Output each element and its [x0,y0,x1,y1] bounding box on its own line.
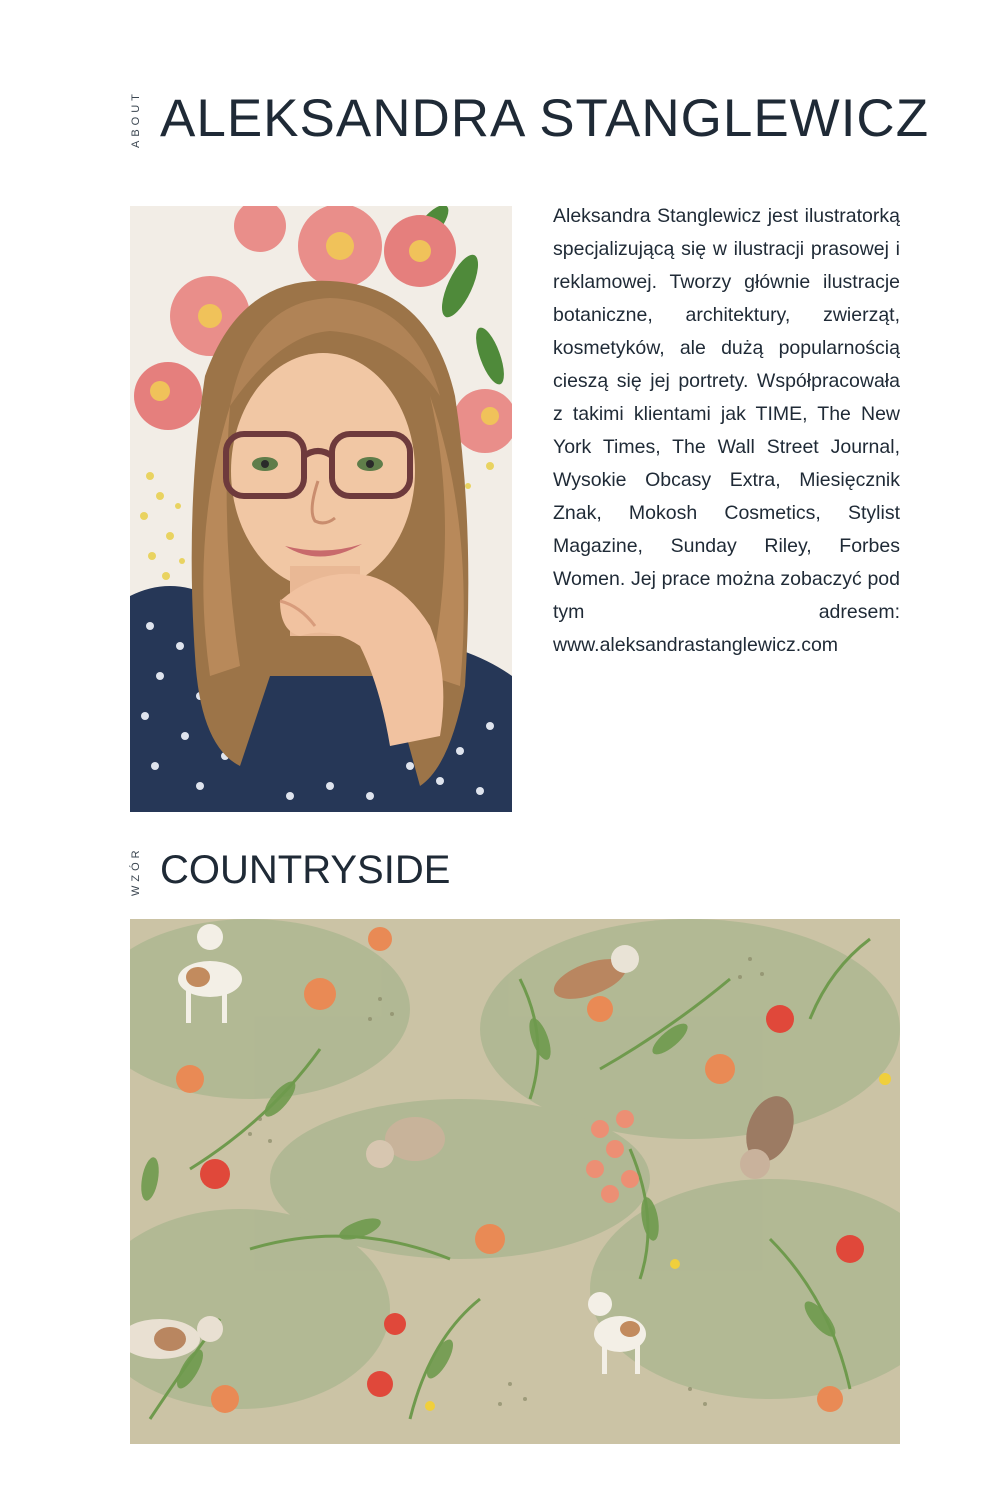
portrait-image [130,206,512,812]
pattern-title: COUNTRYSIDE [160,848,451,892]
pattern-image [130,919,900,1444]
bio-text: Aleksandra Stanglewicz jest ilustratorką specjalizującą się w ilustracji prasowej i reklamowej. Tworzy głównie ilustracje botaniczne, architektury, zwierząt, kosmetyków, ale dużą popularnością cieszą się jej portrety. Współpracowała z takimi klientami jak TIME, The New York Times, The Wall Street Journal, Wysokie Obcasy Extra, Miesięcznik Znak, Mokosh Cosmetics, Stylist Magazine, Sunday Riley, Forbes Women. Jej prace można zobaczyć pod tym adresem: www.aleksandrastanglewicz.com [553,205,900,656]
page-title: ALEKSANDRA STANGLEWICZ [160,89,930,148]
about-vertical-label: ABOUT [130,90,142,148]
pattern-vertical-label: WZÓR [130,846,142,896]
portrait-illustration [130,206,512,812]
countryside-pattern-illustration [130,919,900,1444]
